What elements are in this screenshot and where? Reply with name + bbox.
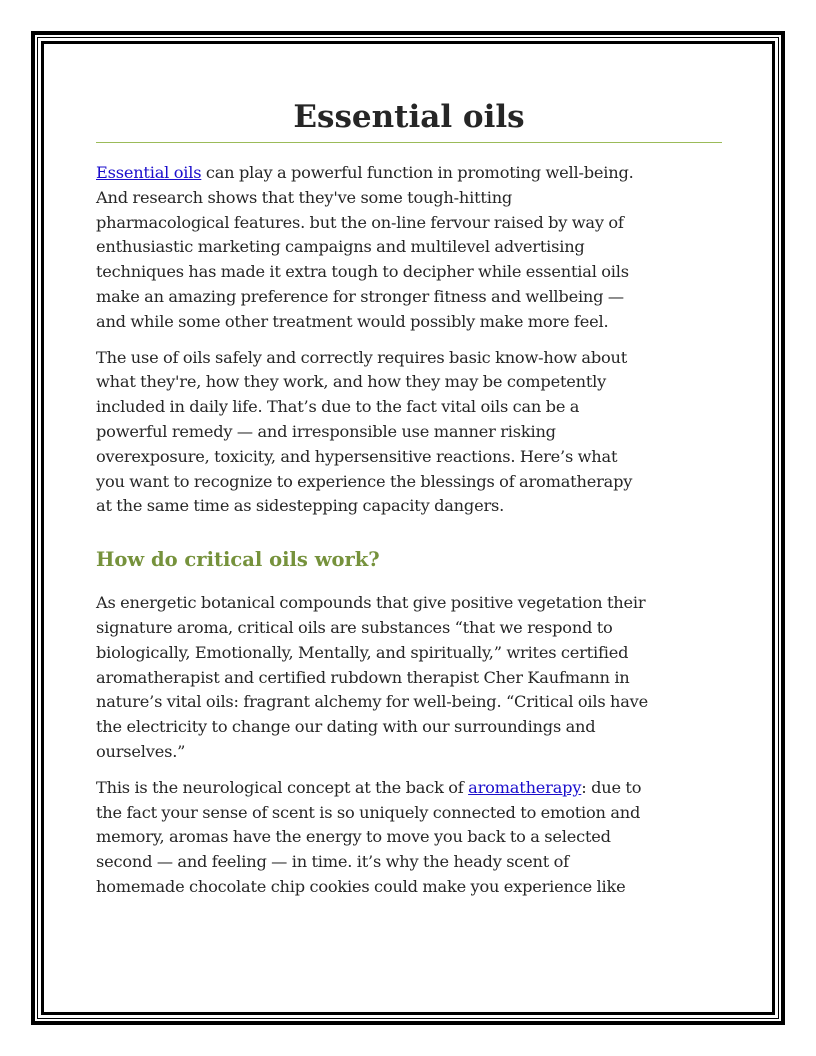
page-title: Essential oils bbox=[293, 99, 525, 135]
text-line: ourselves.” bbox=[96, 741, 186, 761]
paragraph-botanical bbox=[96, 591, 722, 765]
section-heading: How do critical oils work? bbox=[96, 548, 380, 572]
text-line: And research shows that they've some tough-hitting bbox=[96, 187, 513, 207]
text-line: powerful remedy — and irresponsible use manner risking bbox=[96, 421, 556, 441]
paragraph-neurological bbox=[96, 776, 722, 900]
text-line: homemade chocolate chip cookies could make you experience like bbox=[96, 876, 626, 896]
text-line: nature’s vital oils: fragrant alchemy for well-being. “Critical oils have bbox=[96, 692, 649, 712]
paragraph-safety bbox=[96, 346, 722, 520]
paragraph-intro bbox=[96, 161, 722, 335]
text-line: the electricity to change our dating with our surroundings and bbox=[96, 717, 596, 737]
text-span: can play a powerful function in promoting well-being. bbox=[201, 163, 634, 182]
text-line: second — and feeling — in time. it’s why the heady scent of bbox=[96, 852, 569, 872]
text-line: biologically, Emotionally, Mentally, and spiritually,” writes certified bbox=[96, 642, 629, 662]
text-line: and while some other treatment would possibly make more feel. bbox=[96, 311, 609, 331]
title-underline bbox=[96, 142, 722, 143]
document-body bbox=[96, 96, 722, 911]
text-line: the fact your sense of scent is so uniquely connected to emotion and bbox=[96, 802, 641, 822]
text-line: The use of oils safely and correctly requires basic know-how about bbox=[96, 347, 628, 367]
aromatherapy-link[interactable]: aromatherapy bbox=[468, 777, 582, 797]
text-line: make an amazing preference for stronger fitness and wellbeing — bbox=[96, 286, 624, 306]
text-line: included in daily life. That’s due to the fact vital oils can be a bbox=[96, 397, 580, 417]
text-line: enthusiastic marketing campaigns and multilevel advertising bbox=[96, 237, 585, 257]
text-line: overexposure, toxicity, and hypersensitive reactions. Here’s what bbox=[96, 446, 618, 466]
text-line bbox=[96, 776, 722, 801]
text-line: aromatherapist and certified rubdown therapist Cher Kaufmann in bbox=[96, 667, 630, 687]
text-line: pharmacological features. but the on-line fervour raised by way of bbox=[96, 212, 624, 232]
text-span: This is the neurological concept at the back of bbox=[96, 777, 469, 797]
text-line: you want to recognize to experience the blessings of aromatherapy bbox=[96, 471, 633, 491]
text-line: at the same time as sidestepping capacity dangers. bbox=[96, 496, 505, 516]
text-span: : due to bbox=[581, 777, 642, 797]
text-line: signature aroma, critical oils are substances “that we respond to bbox=[96, 617, 613, 637]
essential-oils-link[interactable]: Essential oils bbox=[96, 163, 202, 182]
text-line: As energetic botanical compounds that give positive vegetation their bbox=[96, 593, 646, 613]
text-line: what they're, how they work, and how they may be competently bbox=[96, 372, 607, 392]
text-line bbox=[96, 161, 722, 186]
text-line: memory, aromas have the energy to move you back to a selected bbox=[96, 827, 611, 847]
text-line: techniques has made it extra tough to decipher while essential oils bbox=[96, 262, 629, 282]
